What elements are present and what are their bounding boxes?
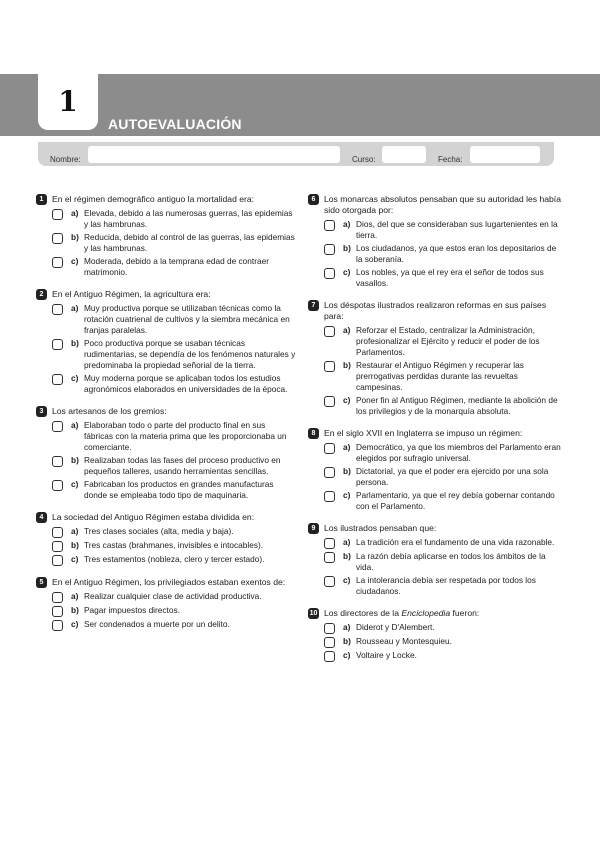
option-c[interactable]: c) Los nobles, ya que el rey era el señor de todos sus vasallos. (324, 267, 562, 289)
option-b[interactable]: b) Pagar impuestos directos. (52, 605, 296, 617)
question-number: 5 (36, 577, 47, 588)
question (308, 523, 562, 597)
question-number: 3 (36, 406, 47, 417)
answer-checkbox[interactable] (52, 592, 63, 603)
questions-right-column (308, 194, 562, 673)
answer-checkbox[interactable] (52, 480, 63, 491)
answer-checkbox[interactable] (324, 651, 335, 662)
option-c[interactable]: c) Ser condenados a muerte por un delito. (52, 619, 296, 631)
question-text: En el Antiguo Régimen, la agricultura era: (52, 289, 211, 299)
question (36, 289, 296, 395)
option-b[interactable]: b) Realizaban todas las fases del proceso productivo en pequeños talleres, usando herramientas sencillas. (52, 455, 296, 477)
option-b[interactable]: b) Tres castas (brahmanes, invisibles e intocables). (52, 540, 296, 552)
option-a[interactable]: a) Elevada, debido a las numerosas guerras, las epidemias y las hambrunas. (52, 208, 296, 230)
question-number: 2 (36, 289, 47, 300)
answer-checkbox[interactable] (324, 637, 335, 648)
question-number: 1 (36, 194, 47, 205)
answer-checkbox[interactable] (324, 576, 335, 587)
date-label: Fecha: (438, 155, 463, 164)
answer-checkbox[interactable] (52, 456, 63, 467)
question (36, 577, 296, 631)
answer-checkbox[interactable] (324, 361, 335, 372)
answer-checkbox[interactable] (324, 244, 335, 255)
option-c[interactable]: c) Tres estamentos (nobleza, clero y tercer estado). (52, 554, 296, 566)
option-a[interactable]: a) Democrático, ya que los miembros del Parlamento eran elegidos por sufragio universal. (324, 442, 562, 464)
question-text: En el siglo XVII en Inglaterra se impuso un régimen: (324, 428, 523, 438)
question-text: En el régimen demográfico antiguo la mortalidad era: (52, 194, 255, 204)
option-c[interactable]: c) Fabricaban los productos en grandes manufacturas donde se empleaba todo tipo de maquinaria. (52, 479, 296, 501)
question-text: Los artesanos de los gremios: (52, 406, 167, 416)
answer-checkbox[interactable] (52, 374, 63, 385)
answer-checkbox[interactable] (52, 555, 63, 566)
option-b[interactable]: b) Restaurar el Antiguo Régimen y recuperar las prerrogativas perdidas durante las revueltas campesinas. (324, 360, 562, 393)
question-number: 10 (309, 610, 318, 617)
question (36, 406, 296, 501)
option-b[interactable]: b) Poco productiva porque se usaban técnicas rudimentarias, se dependía de los fenómenos naturales y predominaba la propiedad señorial de la tierra. (52, 338, 296, 371)
answer-checkbox[interactable] (324, 552, 335, 563)
question (308, 428, 562, 512)
question-number: 4 (36, 512, 47, 523)
question-text: Los déspotas ilustrados realizaron reformas en sus países para: (324, 300, 547, 321)
question-text: Los directores de la Enciclopedia fueron: (324, 608, 480, 618)
question (36, 194, 296, 278)
answer-checkbox[interactable] (52, 233, 63, 244)
answer-checkbox[interactable] (324, 491, 335, 502)
option-c[interactable]: c) Parlamentario, ya que el rey debía gobernar contando con el Parlamento. (324, 490, 562, 512)
option-a[interactable]: a) La tradición era el fundamento de una vida razonable. (324, 537, 562, 549)
option-c[interactable]: c) Poner fin al Antiguo Régimen, mediante la abolición de los privilegios y de la monarquía absoluta. (324, 395, 562, 417)
date-field[interactable] (470, 146, 540, 163)
option-a[interactable]: a) Reforzar el Estado, centralizar la Administración, profesionalizar el Ejército y reducir el poder de los Parlamentos. (324, 325, 562, 358)
unit-number-box (38, 74, 98, 130)
answer-checkbox[interactable] (52, 620, 63, 631)
name-label: Nombre: (50, 155, 81, 164)
course-label: Curso: (352, 155, 376, 164)
option-a[interactable]: a) Tres clases sociales (alta, media y baja). (52, 526, 296, 538)
answer-checkbox[interactable] (324, 443, 335, 454)
answer-checkbox[interactable] (52, 304, 63, 315)
question (308, 300, 562, 417)
option-c[interactable]: c) La intolerancia debía ser respetada por todos los ciudadanos. (324, 575, 562, 597)
answer-checkbox[interactable] (324, 220, 335, 231)
option-c[interactable]: c) Moderada, debido a la temprana edad de contraer matrimonio. (52, 256, 296, 278)
question-number: 8 (308, 428, 319, 439)
option-a[interactable]: a) Dios, del que se consideraban sus lugartenientes en la tierra. (324, 219, 562, 241)
question-number: 7 (308, 300, 319, 311)
answer-checkbox[interactable] (324, 467, 335, 478)
answer-checkbox[interactable] (324, 268, 335, 279)
answer-checkbox[interactable] (324, 538, 335, 549)
option-c[interactable]: c) Muy moderna porque se aplicaban todos los estudios agronómicos elaborados en universidades de la época. (52, 373, 296, 395)
question (36, 512, 296, 566)
answer-checkbox[interactable] (52, 257, 63, 268)
option-b[interactable]: b) Los ciudadanos, ya que estos eran los depositarios de la soberanía. (324, 243, 562, 265)
answer-checkbox[interactable] (52, 209, 63, 220)
option-b[interactable]: b) Reducida, debido al control de las guerras, las epidemias y las hambrunas. (52, 232, 296, 254)
option-b[interactable]: b) La razón debía aplicarse en todos los ámbitos de la vida. (324, 551, 562, 573)
option-a[interactable]: a) Muy productiva porque se utilizaban técnicas como la rotación cuatrienal de cultivos y la siembra mecánica en franjas paralelas. (52, 303, 296, 336)
page-title: AUTOEVALUACIÓN (108, 116, 242, 132)
question (308, 608, 562, 662)
option-b[interactable]: b) Dictatorial, ya que el poder era ejercido por una sola persona. (324, 466, 562, 488)
answer-checkbox[interactable] (324, 396, 335, 407)
answer-checkbox[interactable] (52, 339, 63, 350)
answer-checkbox[interactable] (52, 541, 63, 552)
answer-checkbox[interactable] (324, 623, 335, 634)
question-text: Los monarcas absolutos pensaban que su autoridad les había sido otorgada por: (324, 194, 561, 215)
question (308, 194, 562, 289)
answer-checkbox[interactable] (52, 606, 63, 617)
question-number: 9 (308, 523, 319, 534)
unit-number: 1 (58, 85, 78, 118)
course-field[interactable] (382, 146, 426, 163)
name-field[interactable] (88, 146, 340, 163)
option-c[interactable]: c) Voltaire y Locke. (324, 650, 562, 662)
question-text: En el Antiguo Régimen, los privilegiados estaban exentos de: (52, 577, 286, 587)
answer-checkbox[interactable] (52, 527, 63, 538)
question-text: Los ilustrados pensaban que: (324, 523, 437, 533)
questions-left-column (36, 194, 296, 642)
option-b[interactable]: b) Rousseau y Montesquieu. (324, 636, 562, 648)
question-number: 6 (308, 194, 319, 205)
answer-checkbox[interactable] (52, 421, 63, 432)
option-a[interactable]: a) Realizar cualquier clase de actividad productiva. (52, 591, 296, 603)
answer-checkbox[interactable] (324, 326, 335, 337)
option-a[interactable]: a) Diderot y D'Alembert. (324, 622, 562, 634)
question-text: La sociedad del Antiguo Régimen estaba dividida en: (52, 512, 255, 522)
option-a[interactable]: a) Elaboraban todo o parte del producto final en sus fábricas con la materia prima que les proporcionaba un comerciante. (52, 420, 296, 453)
